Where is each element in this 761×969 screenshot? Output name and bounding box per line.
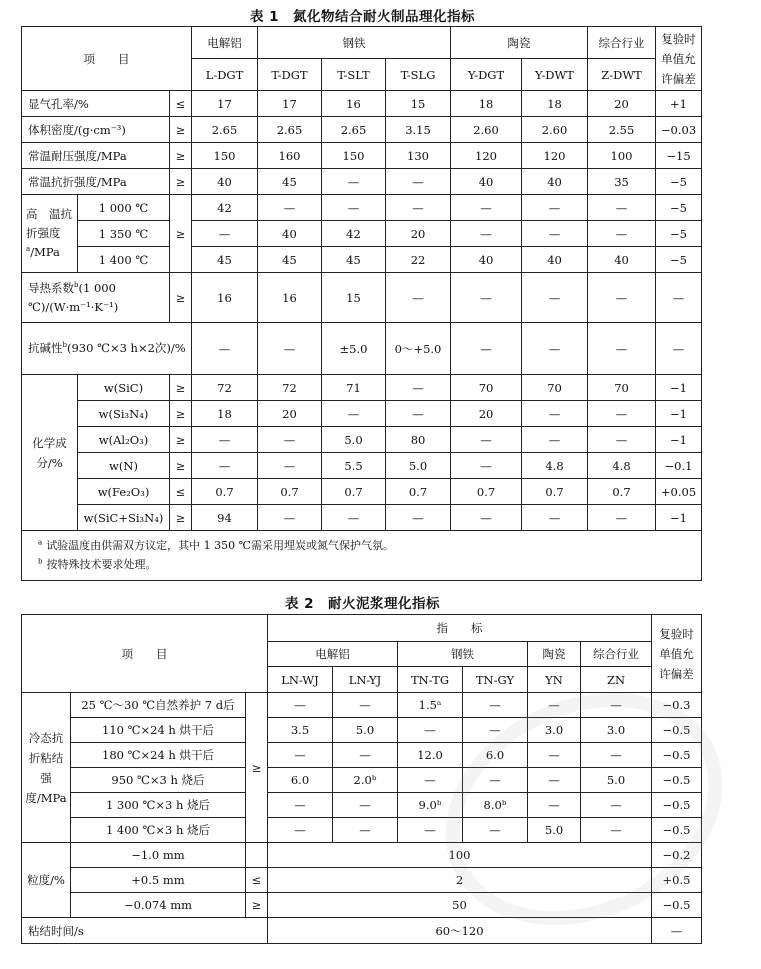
footnote-mark: b: [74, 280, 79, 289]
grade-code: Y-DWT: [522, 59, 588, 91]
deviation-cell: −15: [656, 143, 702, 169]
value-cell: —: [528, 693, 581, 718]
value-cell: —: [451, 505, 522, 531]
value-cell: 40: [522, 169, 588, 195]
value-cell: —: [528, 793, 581, 818]
industry-aluminum: 电解铝: [268, 642, 398, 667]
chemical-composition-label: 化学成分/%: [22, 375, 78, 531]
property-label: 常温抗折强度/MPa: [22, 169, 170, 195]
value-cell: 150: [192, 143, 258, 169]
value-cell: —: [588, 221, 656, 247]
component-name: w(Al₂O₃): [78, 427, 170, 453]
value-cell: —: [386, 375, 451, 401]
value-cell: —: [522, 273, 588, 323]
value-cell: —: [451, 195, 522, 221]
deviation-cell: −1: [656, 401, 702, 427]
value-cell: 45: [192, 247, 258, 273]
comparison-sign: ≥: [170, 505, 192, 531]
deviation-cell: −5: [656, 247, 702, 273]
component-name: w(SiC): [78, 375, 170, 401]
value-cell: —: [386, 195, 451, 221]
grain-fraction: +0.5 mm: [71, 868, 246, 893]
test-condition: 25 ℃～30 ℃自然养护 7 d后: [71, 693, 246, 718]
deviation-cell: +0.5: [652, 868, 702, 893]
deviation-cell: −0.3: [652, 693, 702, 718]
value-cell: 70: [451, 375, 522, 401]
value-cell: 8.0ᵇ: [463, 793, 528, 818]
value-cell: —: [463, 768, 528, 793]
value-cell: —: [192, 427, 258, 453]
allowed-deviation-header: 复验时单值允许偏差: [652, 615, 702, 693]
value-cell: —: [581, 743, 652, 768]
deviation-cell: —: [652, 918, 702, 944]
value-cell: —: [386, 169, 451, 195]
grade-code: Y-DGT: [451, 59, 522, 91]
value-cell: 0.7: [322, 479, 386, 505]
value-cell: —: [398, 768, 463, 793]
value-cell: 20: [258, 401, 322, 427]
value-cell: 16: [192, 273, 258, 323]
footnote: [24, 557, 699, 573]
value-cell: —: [333, 693, 398, 718]
value-cell: 2.60: [451, 117, 522, 143]
comparison-sign: ≤: [246, 868, 268, 893]
property-label: 体积密度/(g·cm⁻³): [22, 117, 170, 143]
item-header: 项 目: [22, 615, 268, 693]
value-cell: 71: [322, 375, 386, 401]
item-header: 项 目: [22, 27, 192, 91]
comparison-sign: ≥: [170, 401, 192, 427]
value-cell: —: [522, 505, 588, 531]
table2: [21, 614, 702, 944]
value-cell: 5.0: [322, 427, 386, 453]
industry-steel: 钢铁: [258, 27, 451, 59]
industry-steel: 钢铁: [398, 642, 528, 667]
value-cell: 0.7: [386, 479, 451, 505]
component-name: w(SiC+Si₃N₄): [78, 505, 170, 531]
value-cell: ±5.0: [322, 323, 386, 375]
thermal-conductivity-label: [22, 273, 170, 323]
value-cell: 94: [192, 505, 258, 531]
value-cell: 22: [386, 247, 451, 273]
grade-code: L-DGT: [192, 59, 258, 91]
value-cell: 70: [522, 375, 588, 401]
grain-size-label: 粒度/%: [22, 843, 71, 918]
value-cell: 40: [192, 169, 258, 195]
property-label: 常温耐压强度/MPa: [22, 143, 170, 169]
label-part: /MPa: [30, 245, 60, 259]
value-cell: 45: [258, 247, 322, 273]
deviation-cell: −1: [656, 505, 702, 531]
value-cell: —: [398, 818, 463, 843]
table1-footnotes: [22, 531, 702, 581]
value-cell: —: [588, 401, 656, 427]
value-cell: —: [333, 793, 398, 818]
table1: [21, 26, 702, 581]
value-cell: 12.0: [398, 743, 463, 768]
hot-strength-label: [22, 195, 84, 273]
value-cell: —: [588, 323, 656, 375]
industry-ceramic: 陶瓷: [528, 642, 581, 667]
allowed-deviation-header: 复验时单值允许偏差: [656, 27, 702, 91]
footnote-mark: a: [38, 538, 43, 547]
value-cell: —: [322, 505, 386, 531]
value-cell: 70: [588, 375, 656, 401]
value-cell: 17: [192, 91, 258, 117]
alkali-resistance-label: [22, 323, 192, 375]
index-header: 指 标: [268, 615, 652, 642]
value-cell: 72: [258, 375, 322, 401]
value-cell: 45: [258, 169, 322, 195]
value-cell: —: [581, 793, 652, 818]
component-name: w(Si₃N₄): [78, 401, 170, 427]
value-cell: —: [192, 453, 258, 479]
deviation-cell: −5: [656, 221, 702, 247]
value-cell: 5.0: [528, 818, 581, 843]
value-cell: —: [268, 743, 333, 768]
cold-bond-strength-label: 冷态抗折粘结强度/MPa: [22, 693, 71, 843]
value-cell: 20: [451, 401, 522, 427]
component-name: w(Fe₂O₃): [78, 479, 170, 505]
value-cell: —: [451, 427, 522, 453]
value-cell: 3.0: [528, 718, 581, 743]
value-cell: —: [581, 693, 652, 718]
deviation-cell: −0.5: [652, 818, 702, 843]
grade-code: TN-TG: [398, 667, 463, 693]
value-cell: 42: [192, 195, 258, 221]
value-cell: 17: [258, 91, 322, 117]
value-cell: 130: [386, 143, 451, 169]
value-cell: 2.65: [322, 117, 386, 143]
value-cell: —: [522, 221, 588, 247]
value-cell: 0～+5.0: [386, 323, 451, 375]
label-part: (930 ℃×3 h×2次)/%: [66, 341, 186, 355]
deviation-cell: −5: [656, 195, 702, 221]
deviation-cell: +1: [656, 91, 702, 117]
test-condition: 180 ℃×24 h 烘干后: [71, 743, 246, 768]
deviation-cell: −0.1: [656, 453, 702, 479]
value-cell: —: [322, 195, 386, 221]
deviation-cell: −1: [656, 375, 702, 401]
value-cell: 2: [268, 868, 652, 893]
comparison-sign: ≥: [170, 427, 192, 453]
grain-fraction: −0.074 mm: [71, 893, 246, 918]
value-cell: 150: [322, 143, 386, 169]
value-cell: —: [588, 195, 656, 221]
comparison-sign: ≥: [170, 375, 192, 401]
footnote: [24, 538, 699, 554]
footnote-mark: a: [26, 245, 31, 254]
value-cell: 20: [386, 221, 451, 247]
value-cell: 18: [192, 401, 258, 427]
hot-temperature: 1 350 ℃: [78, 221, 170, 247]
value-cell: 60～120: [268, 918, 652, 944]
value-cell: 15: [322, 273, 386, 323]
value-cell: —: [522, 323, 588, 375]
value-cell: 2.0ᵇ: [333, 768, 398, 793]
label-part: 抗碱性: [28, 341, 63, 355]
value-cell: —: [386, 401, 451, 427]
value-cell: 6.0: [268, 768, 333, 793]
industry-ceramic: 陶瓷: [451, 27, 588, 59]
hot-temperature: 1 400 ℃: [78, 247, 170, 273]
grade-code: T-SLG: [386, 59, 451, 91]
footnote-text: 按特殊技术要求处理。: [46, 558, 157, 571]
value-cell: 4.8: [588, 453, 656, 479]
deviation-cell: —: [656, 323, 702, 375]
value-cell: —: [588, 505, 656, 531]
value-cell: —: [258, 453, 322, 479]
grade-code: YN: [528, 667, 581, 693]
value-cell: 16: [258, 273, 322, 323]
value-cell: —: [451, 273, 522, 323]
deviation-cell: −0.5: [652, 743, 702, 768]
industry-general: 综合行业: [581, 642, 652, 667]
value-cell: 5.0: [386, 453, 451, 479]
value-cell: 2.65: [258, 117, 322, 143]
value-cell: —: [268, 818, 333, 843]
value-cell: —: [333, 818, 398, 843]
label-part: (1 000 ℃)/(W·m⁻¹·K⁻¹): [28, 280, 119, 314]
grade-code: T-DGT: [258, 59, 322, 91]
value-cell: —: [522, 427, 588, 453]
comparison-sign: [246, 843, 268, 868]
value-cell: —: [398, 718, 463, 743]
value-cell: —: [451, 453, 522, 479]
value-cell: —: [322, 169, 386, 195]
grade-code: T-SLT: [322, 59, 386, 91]
deviation-cell: −0.5: [652, 768, 702, 793]
value-cell: 40: [451, 169, 522, 195]
test-condition: 1 300 ℃×3 h 烧后: [71, 793, 246, 818]
industry-aluminum: 电解铝: [192, 27, 258, 59]
deviation-cell: −0.5: [652, 893, 702, 918]
deviation-cell: −5: [656, 169, 702, 195]
value-cell: 18: [522, 91, 588, 117]
value-cell: —: [588, 273, 656, 323]
value-cell: —: [333, 743, 398, 768]
value-cell: 0.7: [192, 479, 258, 505]
value-cell: —: [463, 718, 528, 743]
value-cell: 2.60: [522, 117, 588, 143]
table1-title: 表 1 氮化物结合耐火制品理化指标: [249, 9, 476, 25]
value-cell: 6.0: [463, 743, 528, 768]
value-cell: 2.65: [192, 117, 258, 143]
value-cell: —: [258, 195, 322, 221]
value-cell: 9.0ᵇ: [398, 793, 463, 818]
value-cell: 80: [386, 427, 451, 453]
test-condition: 950 ℃×3 h 烧后: [71, 768, 246, 793]
bonding-time-label: 粘结时间/s: [22, 918, 268, 944]
value-cell: —: [581, 818, 652, 843]
value-cell: —: [528, 768, 581, 793]
grade-code: TN-GY: [463, 667, 528, 693]
value-cell: 120: [451, 143, 522, 169]
value-cell: 15: [386, 91, 451, 117]
value-cell: 40: [588, 247, 656, 273]
value-cell: —: [258, 427, 322, 453]
value-cell: 3.15: [386, 117, 451, 143]
value-cell: 20: [588, 91, 656, 117]
value-cell: 160: [258, 143, 322, 169]
value-cell: —: [192, 221, 258, 247]
deviation-cell: +0.05: [656, 479, 702, 505]
value-cell: 0.7: [258, 479, 322, 505]
test-condition: 110 ℃×24 h 烘干后: [71, 718, 246, 743]
value-cell: 40: [522, 247, 588, 273]
value-cell: —: [522, 401, 588, 427]
value-cell: 18: [451, 91, 522, 117]
property-label: 显气孔率/%: [22, 91, 170, 117]
value-cell: 5.0: [581, 768, 652, 793]
value-cell: 40: [258, 221, 322, 247]
value-cell: 42: [322, 221, 386, 247]
value-cell: —: [451, 221, 522, 247]
comparison-sign: ≥: [170, 273, 192, 323]
comparison-sign: ≥: [246, 693, 268, 843]
value-cell: —: [268, 693, 333, 718]
value-cell: 100: [268, 843, 652, 868]
value-cell: 1.5ᵃ: [398, 693, 463, 718]
value-cell: —: [322, 401, 386, 427]
value-cell: 120: [522, 143, 588, 169]
value-cell: —: [451, 323, 522, 375]
value-cell: —: [528, 743, 581, 768]
grade-code: Z-DWT: [588, 59, 656, 91]
value-cell: —: [258, 323, 322, 375]
value-cell: 5.0: [333, 718, 398, 743]
grade-code: ZN: [581, 667, 652, 693]
hot-temperature: 1 000 ℃: [78, 195, 170, 221]
comparison-sign: ≥: [246, 893, 268, 918]
value-cell: 50: [268, 893, 652, 918]
comparison-sign: ≥: [170, 143, 192, 169]
value-cell: 4.8: [522, 453, 588, 479]
value-cell: 0.7: [451, 479, 522, 505]
value-cell: —: [268, 793, 333, 818]
comparison-sign: ≤: [170, 479, 192, 505]
value-cell: —: [463, 693, 528, 718]
deviation-cell: −0.2: [652, 843, 702, 868]
component-name: w(N): [78, 453, 170, 479]
deviation-cell: −0.5: [652, 718, 702, 743]
value-cell: 72: [192, 375, 258, 401]
deviation-cell: −1: [656, 427, 702, 453]
value-cell: 2.55: [588, 117, 656, 143]
comparison-sign: ≥: [170, 117, 192, 143]
industry-general: 综合行业: [588, 27, 656, 59]
value-cell: 0.7: [588, 479, 656, 505]
value-cell: 16: [322, 91, 386, 117]
grade-code: LN-YJ: [333, 667, 398, 693]
comparison-sign: ≥: [170, 195, 192, 273]
label-part: 导热系数: [28, 280, 74, 295]
value-cell: 5.5: [322, 453, 386, 479]
value-cell: 0.7: [522, 479, 588, 505]
comparison-sign: ≥: [170, 169, 192, 195]
value-cell: 3.5: [268, 718, 333, 743]
grade-code: LN-WJ: [268, 667, 333, 693]
value-cell: 3.0: [581, 718, 652, 743]
footnote-mark: b: [62, 341, 67, 350]
label-part: 高 温抗 折强度: [26, 207, 84, 240]
table2-title: 表 2 耐火泥浆理化指标: [284, 596, 441, 612]
value-cell: 100: [588, 143, 656, 169]
footnote-text: 试验温度由供需双方议定，其中 1 350 ℃需采用埋炭或氮气保护气氛。: [46, 539, 394, 552]
grain-fraction: −1.0 mm: [71, 843, 246, 868]
deviation-cell: −0.5: [652, 793, 702, 818]
comparison-sign: ≥: [170, 453, 192, 479]
deviation-cell: —: [656, 273, 702, 323]
value-cell: —: [386, 273, 451, 323]
value-cell: —: [386, 505, 451, 531]
value-cell: —: [588, 427, 656, 453]
value-cell: 35: [588, 169, 656, 195]
value-cell: —: [258, 505, 322, 531]
value-cell: —: [522, 195, 588, 221]
value-cell: —: [463, 818, 528, 843]
comparison-sign: ≤: [170, 91, 192, 117]
value-cell: 40: [451, 247, 522, 273]
value-cell: 45: [322, 247, 386, 273]
test-condition: 1 400 ℃×3 h 烧后: [71, 818, 246, 843]
deviation-cell: −0.03: [656, 117, 702, 143]
value-cell: —: [192, 323, 258, 375]
footnote-mark: b: [38, 557, 43, 566]
